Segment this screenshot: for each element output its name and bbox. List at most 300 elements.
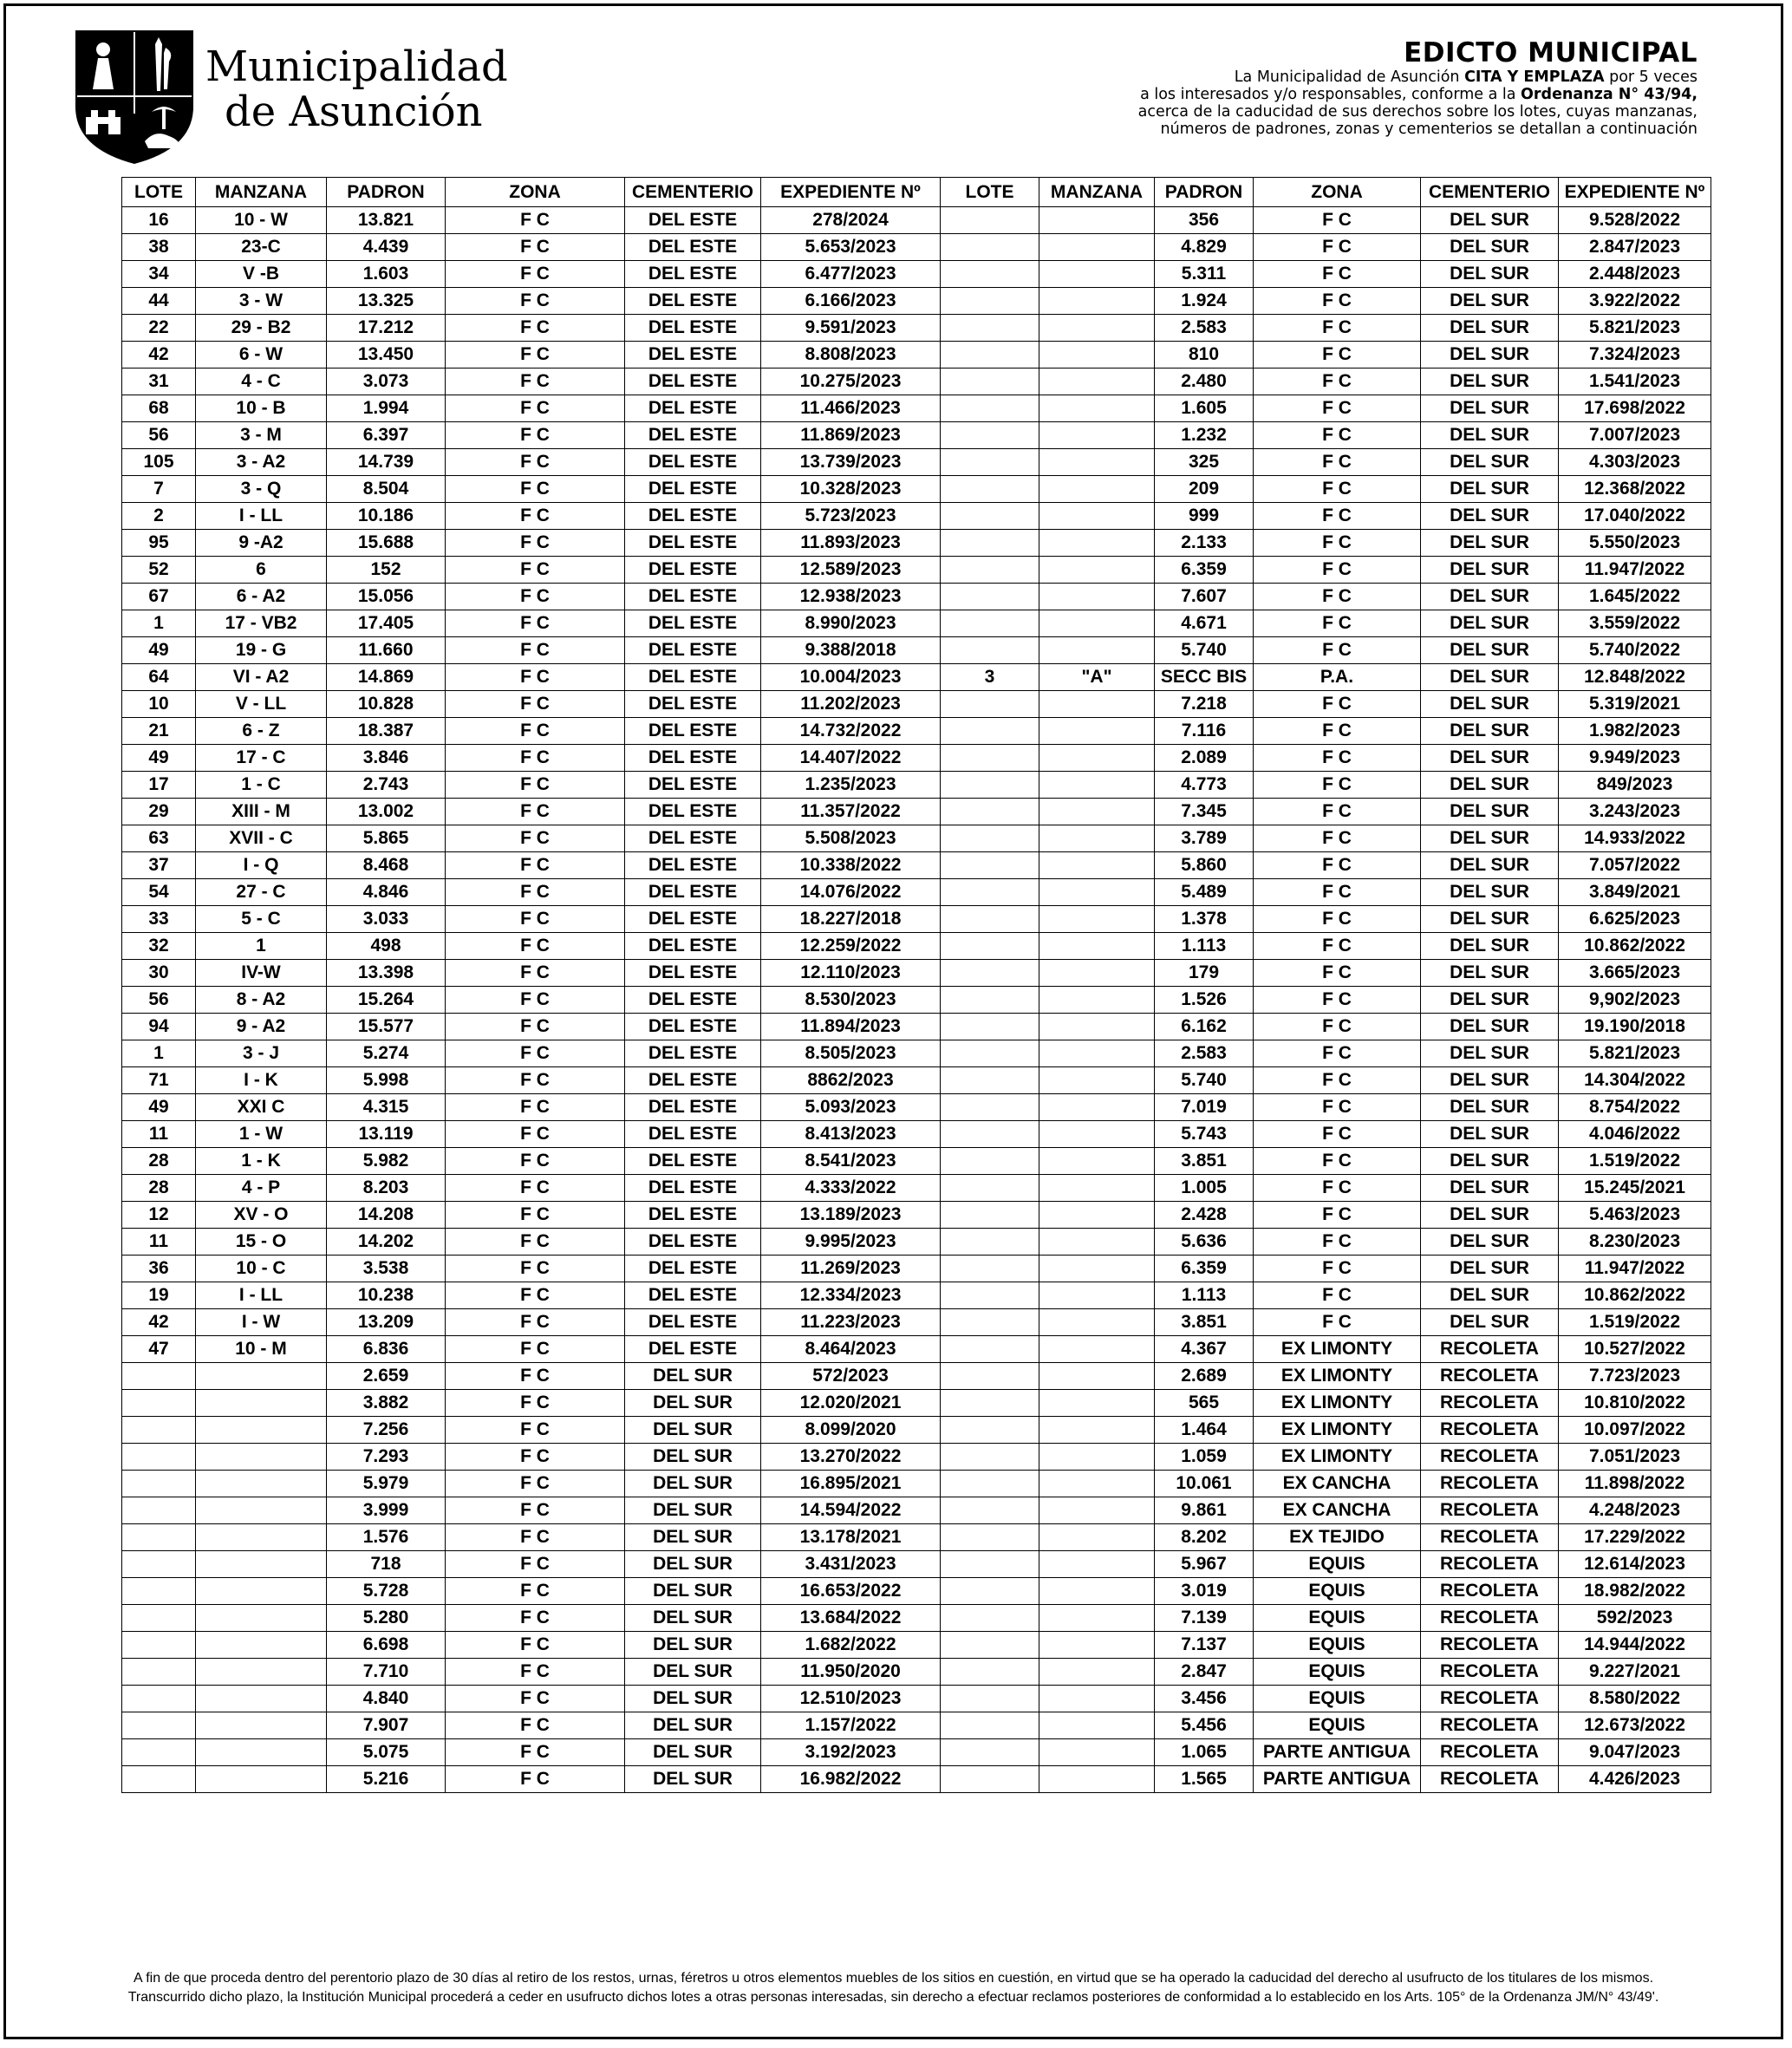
table-cell: F C xyxy=(1254,825,1421,852)
table-cell: 1 xyxy=(122,610,196,637)
table-cell: 71 xyxy=(122,1067,196,1094)
table-cell: 11.466/2023 xyxy=(761,395,941,422)
table-cell: 5.982 xyxy=(327,1148,446,1175)
table-cell xyxy=(122,1524,196,1551)
table-cell: 1 - K xyxy=(196,1148,327,1175)
table-cell: 5.075 xyxy=(327,1739,446,1766)
table-cell: 849/2023 xyxy=(1559,772,1711,799)
table-cell: 1.519/2022 xyxy=(1559,1148,1711,1175)
table-cell: RECOLETA xyxy=(1421,1363,1559,1390)
table-cell: DEL ESTE xyxy=(625,1148,761,1175)
table-cell: DEL ESTE xyxy=(625,1202,761,1229)
table-cell: 9.528/2022 xyxy=(1559,207,1711,234)
table-cell: DEL ESTE xyxy=(625,261,761,288)
table-row xyxy=(122,691,1711,718)
table-cell: 1.113 xyxy=(1155,1282,1254,1309)
table-cell xyxy=(1039,1309,1155,1336)
column-header: PADRON xyxy=(1155,178,1254,207)
table-cell: DEL SUR xyxy=(625,1417,761,1444)
table-cell: 10.186 xyxy=(327,503,446,530)
table-row xyxy=(122,772,1711,799)
table-cell xyxy=(122,1551,196,1578)
table-cell: 34 xyxy=(122,261,196,288)
table-cell: RECOLETA xyxy=(1421,1659,1559,1686)
table-cell xyxy=(196,1605,327,1632)
lots-table xyxy=(121,177,1711,1793)
table-row xyxy=(122,1014,1711,1040)
table-cell: F C xyxy=(1254,960,1421,987)
column-header: LOTE xyxy=(122,178,196,207)
table-cell: F C xyxy=(446,1497,625,1524)
table-cell xyxy=(1039,718,1155,745)
table-cell: DEL SUR xyxy=(1421,288,1559,315)
table-cell: F C xyxy=(1254,745,1421,772)
table-cell: F C xyxy=(446,1712,625,1739)
table-cell: 278/2024 xyxy=(761,207,941,234)
table-cell xyxy=(1039,1229,1155,1256)
table-cell: 209 xyxy=(1155,476,1254,503)
table-cell: I - LL xyxy=(196,1282,327,1309)
table-cell: 8.468 xyxy=(327,852,446,879)
table-cell xyxy=(196,1363,327,1390)
table-cell: DEL ESTE xyxy=(625,664,761,691)
table-cell: EX LIMONTY xyxy=(1254,1444,1421,1471)
table-cell: F C xyxy=(446,530,625,557)
table-cell: 6.359 xyxy=(1155,557,1254,584)
table-cell: F C xyxy=(446,422,625,449)
table-cell: 13.325 xyxy=(327,288,446,315)
table-cell xyxy=(1039,987,1155,1014)
table-cell: 17 - C xyxy=(196,745,327,772)
table-cell xyxy=(941,288,1039,315)
table-cell: VI - A2 xyxy=(196,664,327,691)
table-cell: 1.645/2022 xyxy=(1559,584,1711,610)
table-cell: 10.862/2022 xyxy=(1559,1282,1711,1309)
column-header: MANZANA xyxy=(1039,178,1155,207)
table-cell xyxy=(122,1444,196,1471)
table-cell: 1.565 xyxy=(1155,1766,1254,1793)
table-cell: DEL SUR xyxy=(625,1739,761,1766)
table-cell: 16 xyxy=(122,207,196,234)
table-cell: DEL ESTE xyxy=(625,906,761,933)
table-cell: 5.728 xyxy=(327,1578,446,1605)
table-cell: DEL SUR xyxy=(625,1444,761,1471)
table-cell xyxy=(941,906,1039,933)
table-cell: 7.324/2023 xyxy=(1559,342,1711,369)
table-cell: F C xyxy=(1254,772,1421,799)
table-cell: 3.999 xyxy=(327,1497,446,1524)
table-cell: 18.982/2022 xyxy=(1559,1578,1711,1605)
table-cell xyxy=(196,1632,327,1659)
table-cell: 5.723/2023 xyxy=(761,503,941,530)
table-cell: 3.073 xyxy=(327,369,446,395)
table-cell xyxy=(1039,825,1155,852)
table-cell: I - LL xyxy=(196,503,327,530)
table-cell: 10 - W xyxy=(196,207,327,234)
table-cell: DEL ESTE xyxy=(625,503,761,530)
table-cell: 1.526 xyxy=(1155,987,1254,1014)
table-cell: DEL SUR xyxy=(625,1471,761,1497)
table-cell: DEL SUR xyxy=(1421,718,1559,745)
table-cell: 6.359 xyxy=(1155,1256,1254,1282)
table-cell xyxy=(122,1390,196,1417)
table-cell xyxy=(941,745,1039,772)
table-cell: 10.862/2022 xyxy=(1559,933,1711,960)
table-row xyxy=(122,799,1711,825)
table-cell: XVII - C xyxy=(196,825,327,852)
table-cell: 3.849/2021 xyxy=(1559,879,1711,906)
table-cell: 32 xyxy=(122,933,196,960)
table-cell: 8862/2023 xyxy=(761,1067,941,1094)
column-header: ZONA xyxy=(1254,178,1421,207)
table-cell: 3.192/2023 xyxy=(761,1739,941,1766)
table-cell: F C xyxy=(1254,1282,1421,1309)
table-cell xyxy=(941,315,1039,342)
column-header: LOTE xyxy=(941,178,1039,207)
table-cell xyxy=(941,879,1039,906)
table-cell: F C xyxy=(446,1148,625,1175)
table-cell: 12.614/2023 xyxy=(1559,1551,1711,1578)
table-cell: 4.773 xyxy=(1155,772,1254,799)
table-cell xyxy=(941,530,1039,557)
table-cell: F C xyxy=(446,1444,625,1471)
table-cell xyxy=(941,1040,1039,1067)
column-header: CEMENTERIO xyxy=(1421,178,1559,207)
table-cell: DEL SUR xyxy=(1421,1256,1559,1282)
table-cell xyxy=(1039,1417,1155,1444)
table-cell: PARTE ANTIGUA xyxy=(1254,1739,1421,1766)
table-cell: 498 xyxy=(327,933,446,960)
table-cell xyxy=(1039,1524,1155,1551)
table-cell: 4.426/2023 xyxy=(1559,1766,1711,1793)
table-row xyxy=(122,906,1711,933)
table-cell: 10.275/2023 xyxy=(761,369,941,395)
table-cell: DEL ESTE xyxy=(625,288,761,315)
table-cell: 5.860 xyxy=(1155,852,1254,879)
table-cell: 19.190/2018 xyxy=(1559,1014,1711,1040)
table-cell: F C xyxy=(446,1229,625,1256)
table-cell: 9.861 xyxy=(1155,1497,1254,1524)
table-cell: 4.333/2022 xyxy=(761,1175,941,1202)
column-header: EXPEDIENTE Nº xyxy=(761,178,941,207)
table-cell: F C xyxy=(446,342,625,369)
table-cell: P.A. xyxy=(1254,664,1421,691)
table-cell: 8.504 xyxy=(327,476,446,503)
table-cell xyxy=(122,1659,196,1686)
table-cell: F C xyxy=(1254,422,1421,449)
table-cell: 29 - B2 xyxy=(196,315,327,342)
table-cell: 11.947/2022 xyxy=(1559,1256,1711,1282)
table-row xyxy=(122,1444,1711,1471)
table-cell: 3.456 xyxy=(1155,1686,1254,1712)
column-header: ZONA xyxy=(446,178,625,207)
table-cell xyxy=(1039,960,1155,987)
table-row xyxy=(122,1712,1711,1739)
table-cell: F C xyxy=(446,207,625,234)
table-cell: 1.232 xyxy=(1155,422,1254,449)
table-row xyxy=(122,987,1711,1014)
table-cell xyxy=(122,1632,196,1659)
table-cell: DEL ESTE xyxy=(625,315,761,342)
table-cell: DEL SUR xyxy=(1421,637,1559,664)
table-cell: 6.836 xyxy=(327,1336,446,1363)
table-cell: DEL ESTE xyxy=(625,1094,761,1121)
table-cell: RECOLETA xyxy=(1421,1605,1559,1632)
table-cell xyxy=(1039,1014,1155,1040)
table-row xyxy=(122,825,1711,852)
table-cell: 5.274 xyxy=(327,1040,446,1067)
table-cell xyxy=(1039,1363,1155,1390)
table-cell: 10.810/2022 xyxy=(1559,1390,1711,1417)
table-row xyxy=(122,1524,1711,1551)
table-cell: 3 xyxy=(941,664,1039,691)
table-cell xyxy=(941,1739,1039,1766)
table-cell: 12.334/2023 xyxy=(761,1282,941,1309)
table-row xyxy=(122,960,1711,987)
municipal-crest-icon xyxy=(72,27,197,166)
table-cell: F C xyxy=(1254,1229,1421,1256)
table-cell: 42 xyxy=(122,342,196,369)
table-cell xyxy=(1039,449,1155,476)
table-cell: DEL SUR xyxy=(1421,1121,1559,1148)
table-cell xyxy=(941,1632,1039,1659)
table-cell: 9.388/2018 xyxy=(761,637,941,664)
table-cell: 9.227/2021 xyxy=(1559,1659,1711,1686)
table-cell: 10 - C xyxy=(196,1256,327,1282)
table-cell xyxy=(941,1094,1039,1121)
table-cell: 3 - Q xyxy=(196,476,327,503)
table-cell: DEL SUR xyxy=(1421,1094,1559,1121)
table-row xyxy=(122,288,1711,315)
table-cell: 11.947/2022 xyxy=(1559,557,1711,584)
table-cell: 5.319/2021 xyxy=(1559,691,1711,718)
table-cell xyxy=(1039,1766,1155,1793)
table-cell: 7.137 xyxy=(1155,1632,1254,1659)
table-cell: RECOLETA xyxy=(1421,1444,1559,1471)
table-cell xyxy=(941,369,1039,395)
table-cell: F C xyxy=(446,1040,625,1067)
table-cell: 6.166/2023 xyxy=(761,288,941,315)
table-cell: DEL ESTE xyxy=(625,584,761,610)
table-cell: 5.653/2023 xyxy=(761,234,941,261)
table-cell: EX CANCHA xyxy=(1254,1471,1421,1497)
table-cell: 3.922/2022 xyxy=(1559,288,1711,315)
table-cell: 12.673/2022 xyxy=(1559,1712,1711,1739)
edict-page xyxy=(3,3,1783,2039)
table-cell xyxy=(122,1686,196,1712)
table-cell: 94 xyxy=(122,1014,196,1040)
table-cell: DEL SUR xyxy=(1421,960,1559,987)
table-cell: DEL ESTE xyxy=(625,691,761,718)
table-cell xyxy=(941,1148,1039,1175)
table-cell: 2.659 xyxy=(327,1363,446,1390)
table-cell: 17 - VB2 xyxy=(196,610,327,637)
table-cell: DEL ESTE xyxy=(625,1014,761,1040)
table-cell: 9 -A2 xyxy=(196,530,327,557)
table-cell: F C xyxy=(446,1175,625,1202)
table-cell: 6 - W xyxy=(196,342,327,369)
table-cell: 810 xyxy=(1155,342,1254,369)
table-cell: DEL ESTE xyxy=(625,852,761,879)
table-cell: 7.723/2023 xyxy=(1559,1363,1711,1390)
table-cell: 12.020/2021 xyxy=(761,1390,941,1417)
table-cell xyxy=(1039,1256,1155,1282)
table-cell: 31 xyxy=(122,369,196,395)
table-cell: 8.464/2023 xyxy=(761,1336,941,1363)
table-cell: F C xyxy=(446,960,625,987)
table-cell: DEL ESTE xyxy=(625,234,761,261)
table-cell: DEL ESTE xyxy=(625,395,761,422)
table-cell: 3.846 xyxy=(327,745,446,772)
table-cell: 56 xyxy=(122,422,196,449)
table-cell: 11.660 xyxy=(327,637,446,664)
table-cell: 1.603 xyxy=(327,261,446,288)
table-cell: 12.110/2023 xyxy=(761,960,941,987)
table-cell xyxy=(1039,1444,1155,1471)
table-cell xyxy=(941,1605,1039,1632)
table-cell: 49 xyxy=(122,1094,196,1121)
table-row xyxy=(122,1067,1711,1094)
table-cell: 2.689 xyxy=(1155,1363,1254,1390)
table-cell: F C xyxy=(446,1605,625,1632)
table-cell xyxy=(1039,1282,1155,1309)
table-cell: F C xyxy=(1254,1148,1421,1175)
table-cell: DEL ESTE xyxy=(625,772,761,799)
table-cell: XXI C xyxy=(196,1094,327,1121)
table-cell: DEL ESTE xyxy=(625,422,761,449)
table-cell: F C xyxy=(446,1336,625,1363)
table-cell xyxy=(1039,1471,1155,1497)
table-cell: F C xyxy=(446,637,625,664)
table-row xyxy=(122,1605,1711,1632)
table-cell: DEL SUR xyxy=(1421,1040,1559,1067)
table-cell: F C xyxy=(446,1417,625,1444)
table-cell: F C xyxy=(1254,691,1421,718)
table-cell xyxy=(941,1766,1039,1793)
table-cell: F C xyxy=(446,557,625,584)
table-cell xyxy=(941,1363,1039,1390)
table-cell xyxy=(1039,1148,1155,1175)
table-cell: 9.995/2023 xyxy=(761,1229,941,1256)
table-cell: DEL SUR xyxy=(1421,557,1559,584)
table-cell: RECOLETA xyxy=(1421,1712,1559,1739)
table-cell xyxy=(122,1471,196,1497)
table-cell: 4 - P xyxy=(196,1175,327,1202)
table-cell xyxy=(1039,315,1155,342)
table-cell: DEL ESTE xyxy=(625,987,761,1014)
table-cell xyxy=(941,1282,1039,1309)
table-cell: F C xyxy=(446,745,625,772)
table-cell: DEL SUR xyxy=(625,1712,761,1739)
table-cell xyxy=(941,799,1039,825)
table-row xyxy=(122,1390,1711,1417)
table-cell: 3.665/2023 xyxy=(1559,960,1711,987)
table-cell xyxy=(1039,342,1155,369)
table-cell xyxy=(941,852,1039,879)
table-cell xyxy=(122,1578,196,1605)
table-cell: 15.245/2021 xyxy=(1559,1175,1711,1202)
table-cell: EX CANCHA xyxy=(1254,1497,1421,1524)
table-cell xyxy=(1039,1175,1155,1202)
table-cell: 11.269/2023 xyxy=(761,1256,941,1282)
table-cell: 15.264 xyxy=(327,987,446,1014)
table-cell: 1 - W xyxy=(196,1121,327,1148)
table-cell: 11.894/2023 xyxy=(761,1014,941,1040)
table-row xyxy=(122,207,1711,234)
table-cell: DEL ESTE xyxy=(625,1175,761,1202)
table-cell xyxy=(941,1659,1039,1686)
table-cell: F C xyxy=(1254,1121,1421,1148)
table-cell: F C xyxy=(446,1121,625,1148)
table-cell: 14.076/2022 xyxy=(761,879,941,906)
table-row xyxy=(122,1766,1711,1793)
table-cell: 42 xyxy=(122,1309,196,1336)
table-cell xyxy=(941,395,1039,422)
table-cell: 12.368/2022 xyxy=(1559,476,1711,503)
table-cell: DEL SUR xyxy=(1421,1229,1559,1256)
table-cell: 14.933/2022 xyxy=(1559,825,1711,852)
table-cell: RECOLETA xyxy=(1421,1471,1559,1497)
table-cell: 13.209 xyxy=(327,1309,446,1336)
table-cell: V - LL xyxy=(196,691,327,718)
table-cell xyxy=(1039,1390,1155,1417)
table-cell: RECOLETA xyxy=(1421,1739,1559,1766)
table-cell: I - Q xyxy=(196,852,327,879)
table-cell xyxy=(1039,799,1155,825)
edict-title: EDICTO MUNICIPAL xyxy=(1404,37,1698,68)
table-cell: 2.089 xyxy=(1155,745,1254,772)
table-cell: 2.583 xyxy=(1155,315,1254,342)
table-row xyxy=(122,1175,1711,1202)
table-row xyxy=(122,1471,1711,1497)
table-cell: 15.577 xyxy=(327,1014,446,1040)
table-cell: 7 xyxy=(122,476,196,503)
table-cell: 9 - A2 xyxy=(196,1014,327,1040)
table-cell: DEL SUR xyxy=(1421,1067,1559,1094)
table-row xyxy=(122,1094,1711,1121)
table-cell: DEL SUR xyxy=(625,1766,761,1793)
table-cell xyxy=(1039,879,1155,906)
table-cell: DEL SUR xyxy=(1421,234,1559,261)
table-cell: 10 - B xyxy=(196,395,327,422)
table-cell: F C xyxy=(446,1471,625,1497)
table-row xyxy=(122,395,1711,422)
table-cell xyxy=(941,1578,1039,1605)
table-row xyxy=(122,1739,1711,1766)
table-cell: F C xyxy=(1254,1067,1421,1094)
table-row xyxy=(122,503,1711,530)
table-cell: RECOLETA xyxy=(1421,1390,1559,1417)
table-cell: 13.178/2021 xyxy=(761,1524,941,1551)
table-cell: 1.994 xyxy=(327,395,446,422)
table-cell: 3 - J xyxy=(196,1040,327,1067)
table-cell: 8.541/2023 xyxy=(761,1148,941,1175)
table-cell: F C xyxy=(1254,476,1421,503)
table-cell: DEL ESTE xyxy=(625,1040,761,1067)
table-cell xyxy=(941,1067,1039,1094)
table-cell: DEL SUR xyxy=(625,1390,761,1417)
table-cell: DEL SUR xyxy=(625,1551,761,1578)
table-cell: 10.061 xyxy=(1155,1471,1254,1497)
table-cell: F C xyxy=(1254,718,1421,745)
table-cell: 5.743 xyxy=(1155,1121,1254,1148)
table-cell xyxy=(1039,745,1155,772)
table-row xyxy=(122,1282,1711,1309)
table-cell xyxy=(196,1659,327,1686)
table-cell: DEL SUR xyxy=(1421,610,1559,637)
table-cell: 10.097/2022 xyxy=(1559,1417,1711,1444)
table-cell xyxy=(1039,369,1155,395)
